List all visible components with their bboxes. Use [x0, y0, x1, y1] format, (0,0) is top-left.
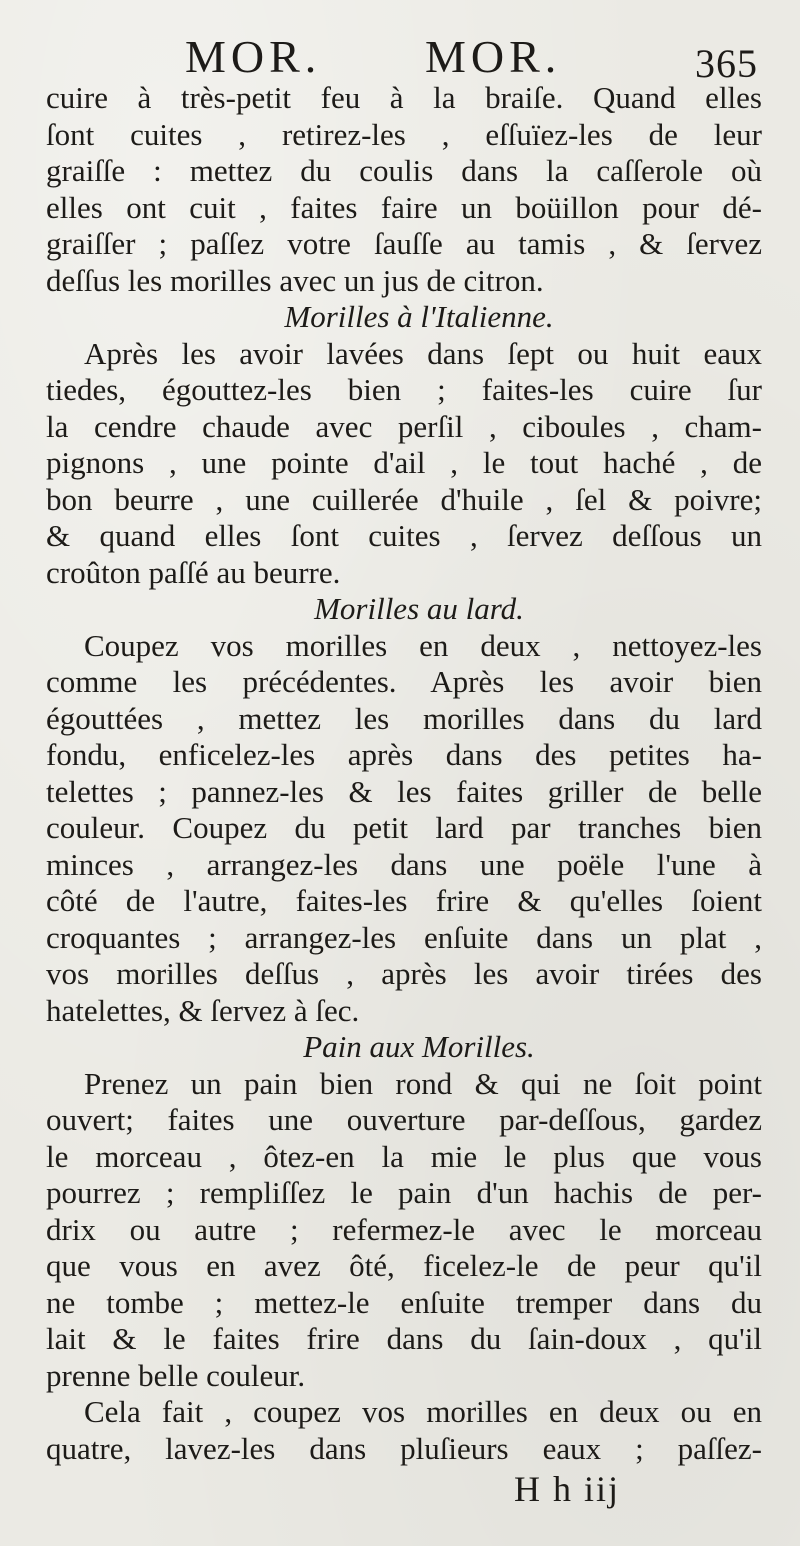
text-line: bon beurre , une cuillerée d'huile , ſel & poivre;: [46, 481, 762, 517]
text-line: cuire à très-petit feu à la braiſe. Quand elles: [46, 80, 762, 115]
text-line: Cela fait , coupez vos morilles en deux ou en: [84, 1394, 762, 1429]
text-line: tiedes, égouttez-les bien ; faites-les cuire ſur: [46, 372, 762, 407]
text-line: ouvert; faites une ouverture par-deſſous, gardez: [46, 1102, 762, 1137]
text-line: pourrez ; rempliſſez le pain d'un hachis de per-: [46, 1175, 762, 1210]
text-line: & quand elles ſont cuites , ſervez deſſous un: [46, 518, 762, 553]
text-line: quatre, lavez-les dans pluſieurs eaux ; paſſez-: [46, 1430, 762, 1466]
text-line: elles ont cuit , faites faire un boüillon pour dé-: [46, 189, 762, 225]
running-head-middle: MOR.: [425, 31, 562, 82]
text-line: graiſſe : mettez du coulis dans la caſſerole où: [46, 153, 762, 188]
text-line: Après les avoir lavées dans ſept ou huit eaux: [84, 335, 762, 371]
text-line: que vous en avez ôté, ficelez-le de peur qu'il: [46, 1248, 762, 1283]
text-line: la cendre chaude avec perſil , ciboules , cham-: [46, 408, 762, 444]
text-line: croûton paſſé au beurre.: [46, 554, 341, 590]
text-line: comme les précédentes. Après les avoir bien: [46, 664, 762, 699]
text-line: drix ou autre ; refermez-le avec le morceau: [46, 1211, 762, 1247]
section-heading: Pain aux Morilles.: [303, 1029, 535, 1064]
text-line: couleur. Coupez du petit lard par tranches bien: [46, 810, 762, 845]
text-line: minces , arrangez-les dans une poële l'une à: [46, 846, 762, 882]
text-line: prenne belle couleur.: [46, 1357, 306, 1393]
signature-mark: H h iij: [514, 1469, 621, 1509]
text-line: égouttées , mettez les morilles dans du lard: [46, 700, 762, 736]
text-line: lait & le faites frire dans du ſain-doux , qu'il: [46, 1321, 762, 1356]
text-line: croquantes ; arrangez-les enſuite dans un plat ,: [46, 919, 762, 955]
text-line: Prenez un pain bien rond & qui ne ſoit point: [84, 1065, 762, 1101]
text-line: le morceau , ôtez-en la mie le plus que vous: [46, 1138, 762, 1174]
text-line: Coupez vos morilles en deux , nettoyez-les: [84, 627, 762, 663]
page-number: 365: [695, 41, 758, 86]
text-line: côté de l'autre, faites-les frire & qu'elles ſoient: [46, 883, 762, 918]
text-line: graiſſer ; paſſez votre ſauſſe au tamis , & ſervez: [46, 226, 762, 261]
text-line: ſont cuites , retirez-les , eſſuïez-les de leur: [46, 116, 762, 152]
body-text: [46, 80, 762, 1467]
text-line: telettes ; pannez-les & les faites griller de belle: [46, 773, 762, 809]
section-heading: Morilles à l'Italienne.: [284, 299, 554, 334]
text-line: ne tombe ; mettez-le enſuite tremper dans du: [46, 1284, 762, 1320]
text-line: pignons , une pointe d'ail , le tout haché , de: [46, 445, 762, 480]
text-line: hatelettes, & ſervez à ſec.: [46, 992, 360, 1028]
running-head-left: MOR.: [185, 31, 322, 82]
text-line: fondu, enficelez-les après dans des petites ha-: [46, 737, 762, 772]
text-line: vos morilles deſſus , après les avoir tirées des: [46, 956, 762, 991]
text-line: deſſus les morilles avec un jus de citron.: [46, 262, 544, 298]
section-heading: Morilles au lard.: [314, 591, 524, 626]
